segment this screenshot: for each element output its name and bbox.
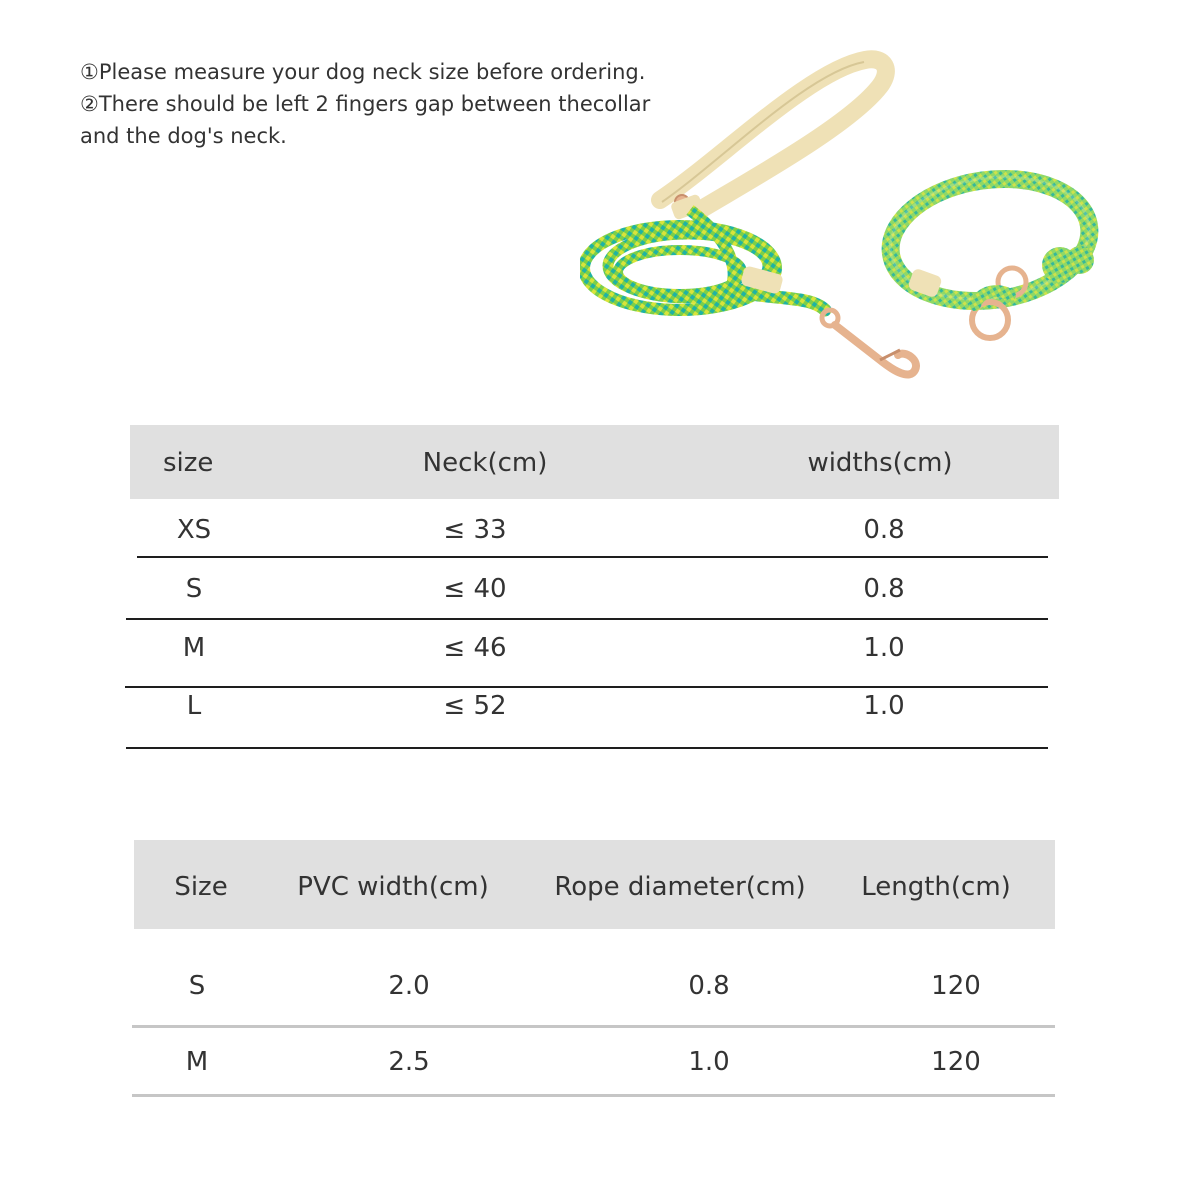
product-photo	[580, 50, 1120, 400]
table-row-neck: ≤ 52	[443, 691, 507, 721]
table-row-width: 0.8	[863, 574, 905, 604]
table-row-rope: 1.0	[688, 1047, 730, 1077]
row-divider	[126, 747, 1048, 749]
header-neck: Neck(cm)	[422, 448, 548, 478]
header-size: Size	[174, 872, 228, 902]
header-length: Length(cm)	[861, 872, 1011, 902]
row-divider	[132, 1094, 1055, 1097]
table-row-width: 1.0	[863, 691, 905, 721]
header-rope-diameter: Rope diameter(cm)	[554, 872, 806, 902]
note-gap-continued: and the dog's neck.	[80, 124, 287, 148]
table-row-neck: ≤ 46	[443, 633, 507, 663]
table-row-neck: ≤ 33	[443, 515, 507, 545]
table-row-size: S	[188, 971, 206, 1001]
row-divider	[137, 556, 1048, 558]
table-row-size: S	[185, 574, 203, 604]
collar-icon	[882, 165, 1097, 338]
table-row-size: M	[182, 633, 206, 663]
table-row-pvc: 2.5	[388, 1047, 430, 1077]
header-widths: widths(cm)	[807, 448, 953, 478]
table-row-size: XS	[176, 515, 212, 545]
row-divider	[126, 618, 1048, 620]
table-row-size: M	[185, 1047, 209, 1077]
note-gap: ②There should be left 2 fingers gap between thecollar	[80, 92, 651, 116]
table-row-length: 120	[931, 1047, 981, 1077]
table-row-rope: 0.8	[688, 971, 730, 1001]
row-divider	[132, 1025, 1055, 1028]
leash-icon	[584, 59, 916, 374]
table-row-pvc: 2.0	[388, 971, 430, 1001]
table-row-width: 0.8	[863, 515, 905, 545]
header-pvc-width: PVC width(cm)	[297, 872, 489, 902]
row-divider	[125, 686, 1048, 688]
table-row-length: 120	[931, 971, 981, 1001]
table-row-neck: ≤ 40	[443, 574, 507, 604]
table-row-size: L	[186, 691, 202, 721]
table-row-width: 1.0	[863, 633, 905, 663]
header-size: size	[163, 448, 214, 478]
note-measure: ①Please measure your dog neck size before ordering.	[80, 60, 646, 84]
